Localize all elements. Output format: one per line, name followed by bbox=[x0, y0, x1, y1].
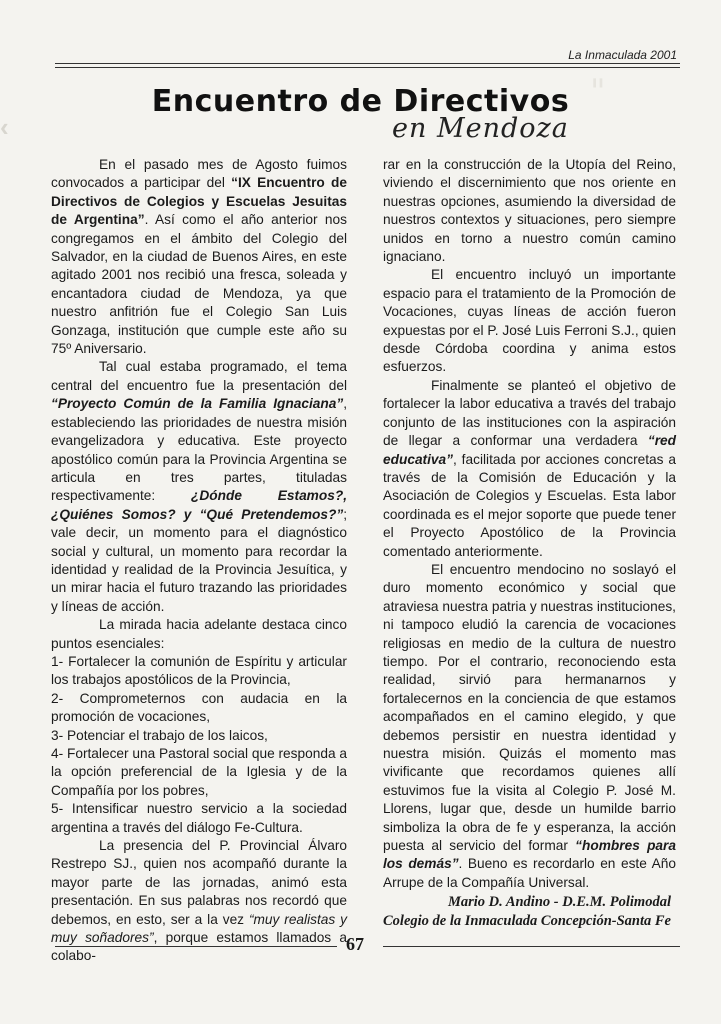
paragraph bbox=[383, 561, 676, 892]
left-column bbox=[51, 156, 347, 966]
emphasis-bold-italic: ¿Dónde Estamos?, ¿Quiénes Somos? y “Qué Pretendemos?” bbox=[51, 488, 347, 522]
emphasis-bold-italic: “red educativa” bbox=[383, 433, 676, 467]
running-head: La Inmaculada 2001 bbox=[568, 48, 677, 62]
text-run: El encuentro mendocino no soslayó el duro momento económico y social que atraviesa nuestra patria y nuestras instituciones, ni tampoco eludió la carencia de vocaciones religiosas en medio de la cultura de nuestro tiempo. Por el contrario, reconociendo esta realidad, sirvió para hermanarnos y fortalecernos en la conciencia de que estamos acompañados en el camino elegido, y que debemos persistir en nuestra identidad y nuestra misión. Quizás el momento mas vivificante que recordamos quienes allí estuvimos fue la visita al Colegio P. José M. Llorens, lugar que, desde un humilde barrio simboliza la obra de fe y esperanza, la acción puesta al servicio del formar bbox=[383, 561, 676, 854]
paragraph bbox=[51, 358, 347, 616]
paragraph: rar en la construcción de la Utopía del Reino, viviendo el discernimiento que nos oriente en nuestras opciones, asumiendo la diversidad de nuestros contextos y situaciones, pero siempre unidos en torno a nuestro común camino ignaciano. bbox=[383, 157, 676, 265]
list-item: 3- Potenciar el trabajo de los laicos, bbox=[51, 727, 268, 743]
show-through-mark-left: ‹ bbox=[0, 112, 9, 142]
list-item: 4- Fortalecer una Pastoral social que responda a la opción preferencial de la Iglesia y de la Compañía por los pobres, bbox=[51, 746, 347, 798]
text-run: La presencia del P. Provincial Álvaro Restrepo SJ., quien nos acompañó durante la mayor parte de las jornadas, animó esta presentación. En sus palabras nos recordó que debemos, en esto, ser a la vez bbox=[51, 838, 347, 927]
signature-author: Mario D. Andino - D.E.M. Polimodal bbox=[447, 894, 671, 910]
text-run: Tal cual estaba programado, el tema central del encuentro fue la presentación del bbox=[51, 359, 347, 393]
emphasis-bold-italic: “hombres para los demás” bbox=[383, 838, 676, 872]
list-item: 2- Comprometernos con audacia en la promoción de vocaciones, bbox=[51, 690, 347, 725]
text-run: ; vale decir, un momento para el diagnóstico social y cultural, un momento para recordar la identidad y realidad de la Provincia Jesuítica, y un mirar hacia el futuro trazando las prioridades y líneas de acción. bbox=[51, 506, 347, 614]
paragraph: El encuentro incluyó un importante espacio para el tratamiento de la Promoción de Vocaciones, cuyas líneas de acción fueron expuestas por el P. José Luis Ferroni S.J., quien desde Córdoba coordina y anima estos esfuerzos. bbox=[383, 267, 676, 375]
header-rule-top bbox=[55, 63, 680, 64]
emphasis-italic: “muy realistas y muy soñadores” bbox=[51, 911, 347, 946]
text-run: . Así como el año anterior nos congregamos en el ámbito del Colegio del Salvador, en la ciudad de Buenos Aires, en este agitado 2001 nos recibió una fresca, soleada y encantadora ciudad de Mendoza, ya que nuestro anfitrión fue el Colegio San Luis Gonzaga, institución que cumple este año su 75º Aniversario. bbox=[51, 212, 348, 357]
header-rule-bottom bbox=[55, 67, 680, 68]
paragraph: La mirada hacia adelante destaca cinco puntos esenciales: bbox=[51, 617, 347, 651]
text-run: , facilitada por acciones concretas a través de la Comisión de Educación y la Asociación de Colegios y Escuelas. Esta labor coordinada es el mejor soporte que puede tener el Proyecto Apostólico de la Provincia comentado anteriormente. bbox=[383, 451, 676, 559]
paragraph bbox=[51, 156, 347, 358]
emphasis-bold-italic: “Proyecto Común de la Familia Ignaciana” bbox=[51, 396, 344, 412]
list-item: 5- Intensificar nuestro servicio a la sociedad argentina a través del diálogo Fe-Cultura. bbox=[51, 801, 347, 835]
list-item: 1- Fortalecer la comunión de Espíritu y articular los trabajos apostólicos de la Provincia, bbox=[51, 653, 347, 688]
text-run: , porque estamos llamados a colabo- bbox=[51, 930, 347, 964]
emphasis-bold: “IX Encuentro de Directivos de Colegios y Escuelas Jesuitas de Argentina” bbox=[51, 175, 347, 228]
footer-rule-right bbox=[383, 946, 680, 947]
footer-rule-left bbox=[55, 946, 337, 947]
text-run: , estableciendo las prioridades de nuestra misión evangelizadora y educativa. Este proyecto apostólico común para la Provincia Argentina se articula en tres partes, tituladas respectivamente: bbox=[51, 396, 347, 504]
text-run: Finalmente se planteó el objetivo de fortalecer la labor educativa a través del trabajo conjunto de las instituciones con la aspiración de llegar a conformar una verdadera bbox=[383, 377, 676, 449]
article-title: Encuentro de Directivos bbox=[151, 84, 570, 119]
article-subtitle: en Mendoza bbox=[392, 113, 569, 144]
text-run: En el pasado mes de Agosto fuimos convocados a participar del bbox=[51, 157, 347, 191]
text-run: . Bueno es recordarlo en este Año Arrupe de la Compañía Universal. bbox=[383, 856, 676, 890]
signature-institution: Colegio de la Inmaculada Concepción-Santa Fe bbox=[383, 913, 671, 929]
right-column bbox=[383, 156, 676, 892]
show-through-mark-right: " bbox=[590, 72, 606, 112]
paragraph bbox=[383, 377, 676, 561]
page-number: 67 bbox=[346, 934, 364, 954]
